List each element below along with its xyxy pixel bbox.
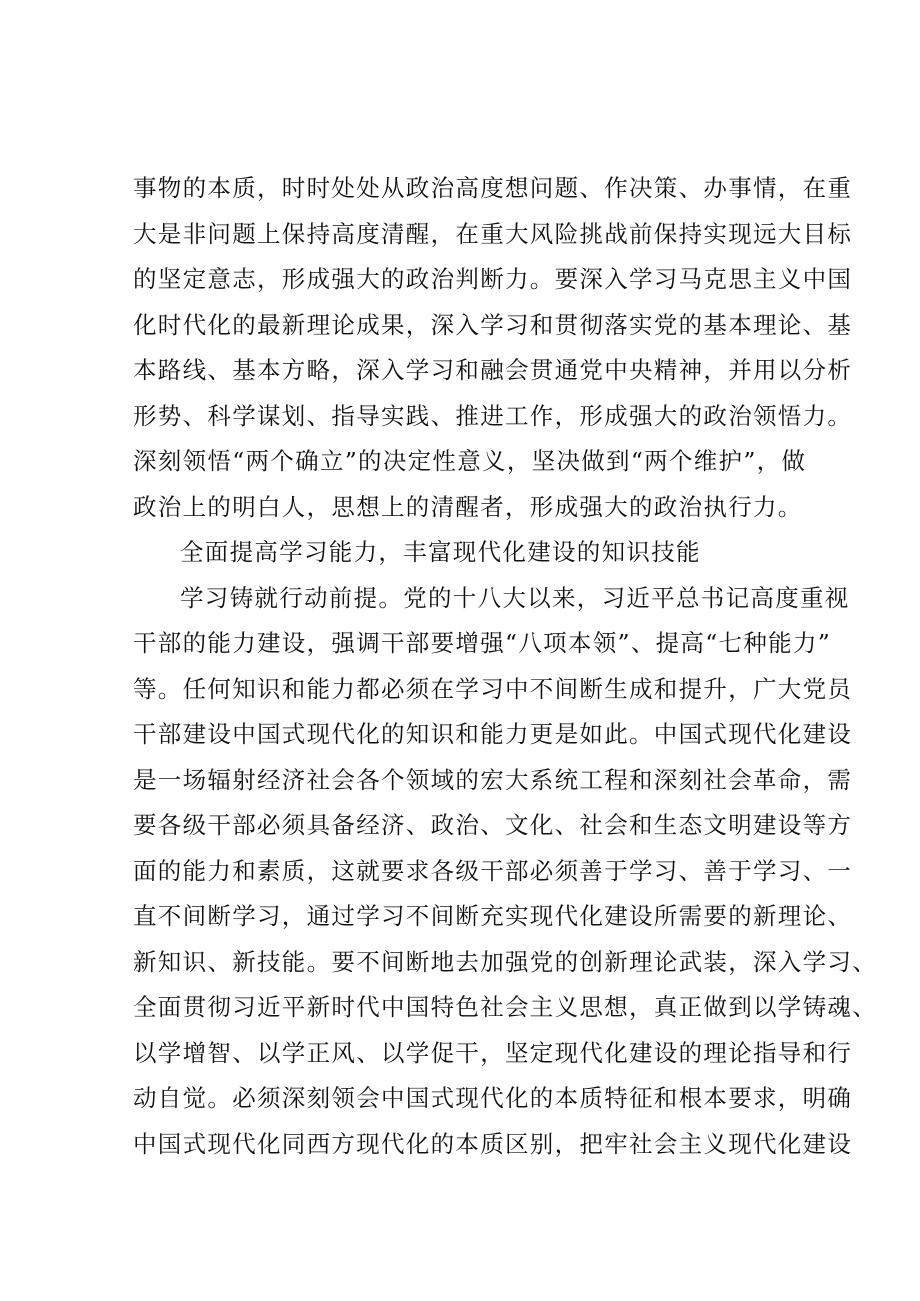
text-line: 以学增智、以学正风、以学促干，坚定现代化建设的理论指导和行 (133, 1038, 853, 1067)
text-line: 的坚定意志，形成强大的政治判断力。要深入学习马克思主义中国 (133, 265, 853, 293)
text-line: 深刻领悟“两个确立”的决定性意义，坚决做到“两个维护”，做 (133, 447, 807, 475)
section-heading: 全面提高学习能力，丰富现代化建设的知识技能 (180, 538, 701, 566)
text-line: 干部的能力建设，强调干部要增强“八项本领”、提高“七种能力” (133, 629, 832, 657)
text-line: 中国式现代化同西方现代化的本质区别，把牢社会主义现代化建设 (133, 1129, 853, 1158)
text-line: 直不间断学习，通过学习不间断充实现代化建设所需要的新理论、 (133, 902, 853, 930)
text-line: 化时代化的最新理论成果，深入学习和贯彻落实党的基本理论、基 (133, 310, 853, 339)
text-line: 全面贯彻习近平新时代中国特色社会主义思想，真正做到以学铸魂、 (133, 993, 877, 1021)
text-line: 等。任何知识和能力都必须在学习中不间断生成和提升，广大党员 (133, 674, 853, 703)
text-line: 干部建设中国式现代化的知识和能力更是如此。中国式现代化建设 (133, 720, 853, 748)
text-line: 大是非问题上保持高度清醒，在重大风险挑战前保持实现远大目标 (133, 219, 853, 248)
text-line: 面的能力和素质，这就要求各级干部必须善于学习、善于学习、一 (133, 856, 853, 885)
text-line: 动自觉。必须深刻领会中国式现代化的本质特征和根本要求，明确 (133, 1084, 853, 1112)
text-line: 新知识、新技能。要不间断地去加强党的创新理论武装，深入学习、 (133, 947, 877, 976)
text-line: 是一场辐射经济社会各个领域的宏大系统工程和深刻社会革命，需 (133, 765, 853, 794)
text-line: 要各级干部必须具备经济、政治、文化、社会和生态文明建设等方 (133, 811, 853, 839)
text-line: 事物的本质，时时处处从政治高度想问题、作决策、办事情，在重 (133, 174, 853, 202)
text-line: 政治上的明白人，思想上的清醒者，形成强大的政治执行力。 (133, 492, 803, 521)
text-line: 形势、科学谋划、指导实践、推进工作，形成强大的政治领悟力。 (133, 401, 853, 430)
text-line: 学习铸就行动前提。党的十八大以来，习近平总书记高度重视 (180, 583, 850, 612)
body-text (133, 166, 877, 1167)
text-line: 本路线、基本方略，深入学习和融会贯通党中央精神，并用以分析 (133, 356, 853, 384)
